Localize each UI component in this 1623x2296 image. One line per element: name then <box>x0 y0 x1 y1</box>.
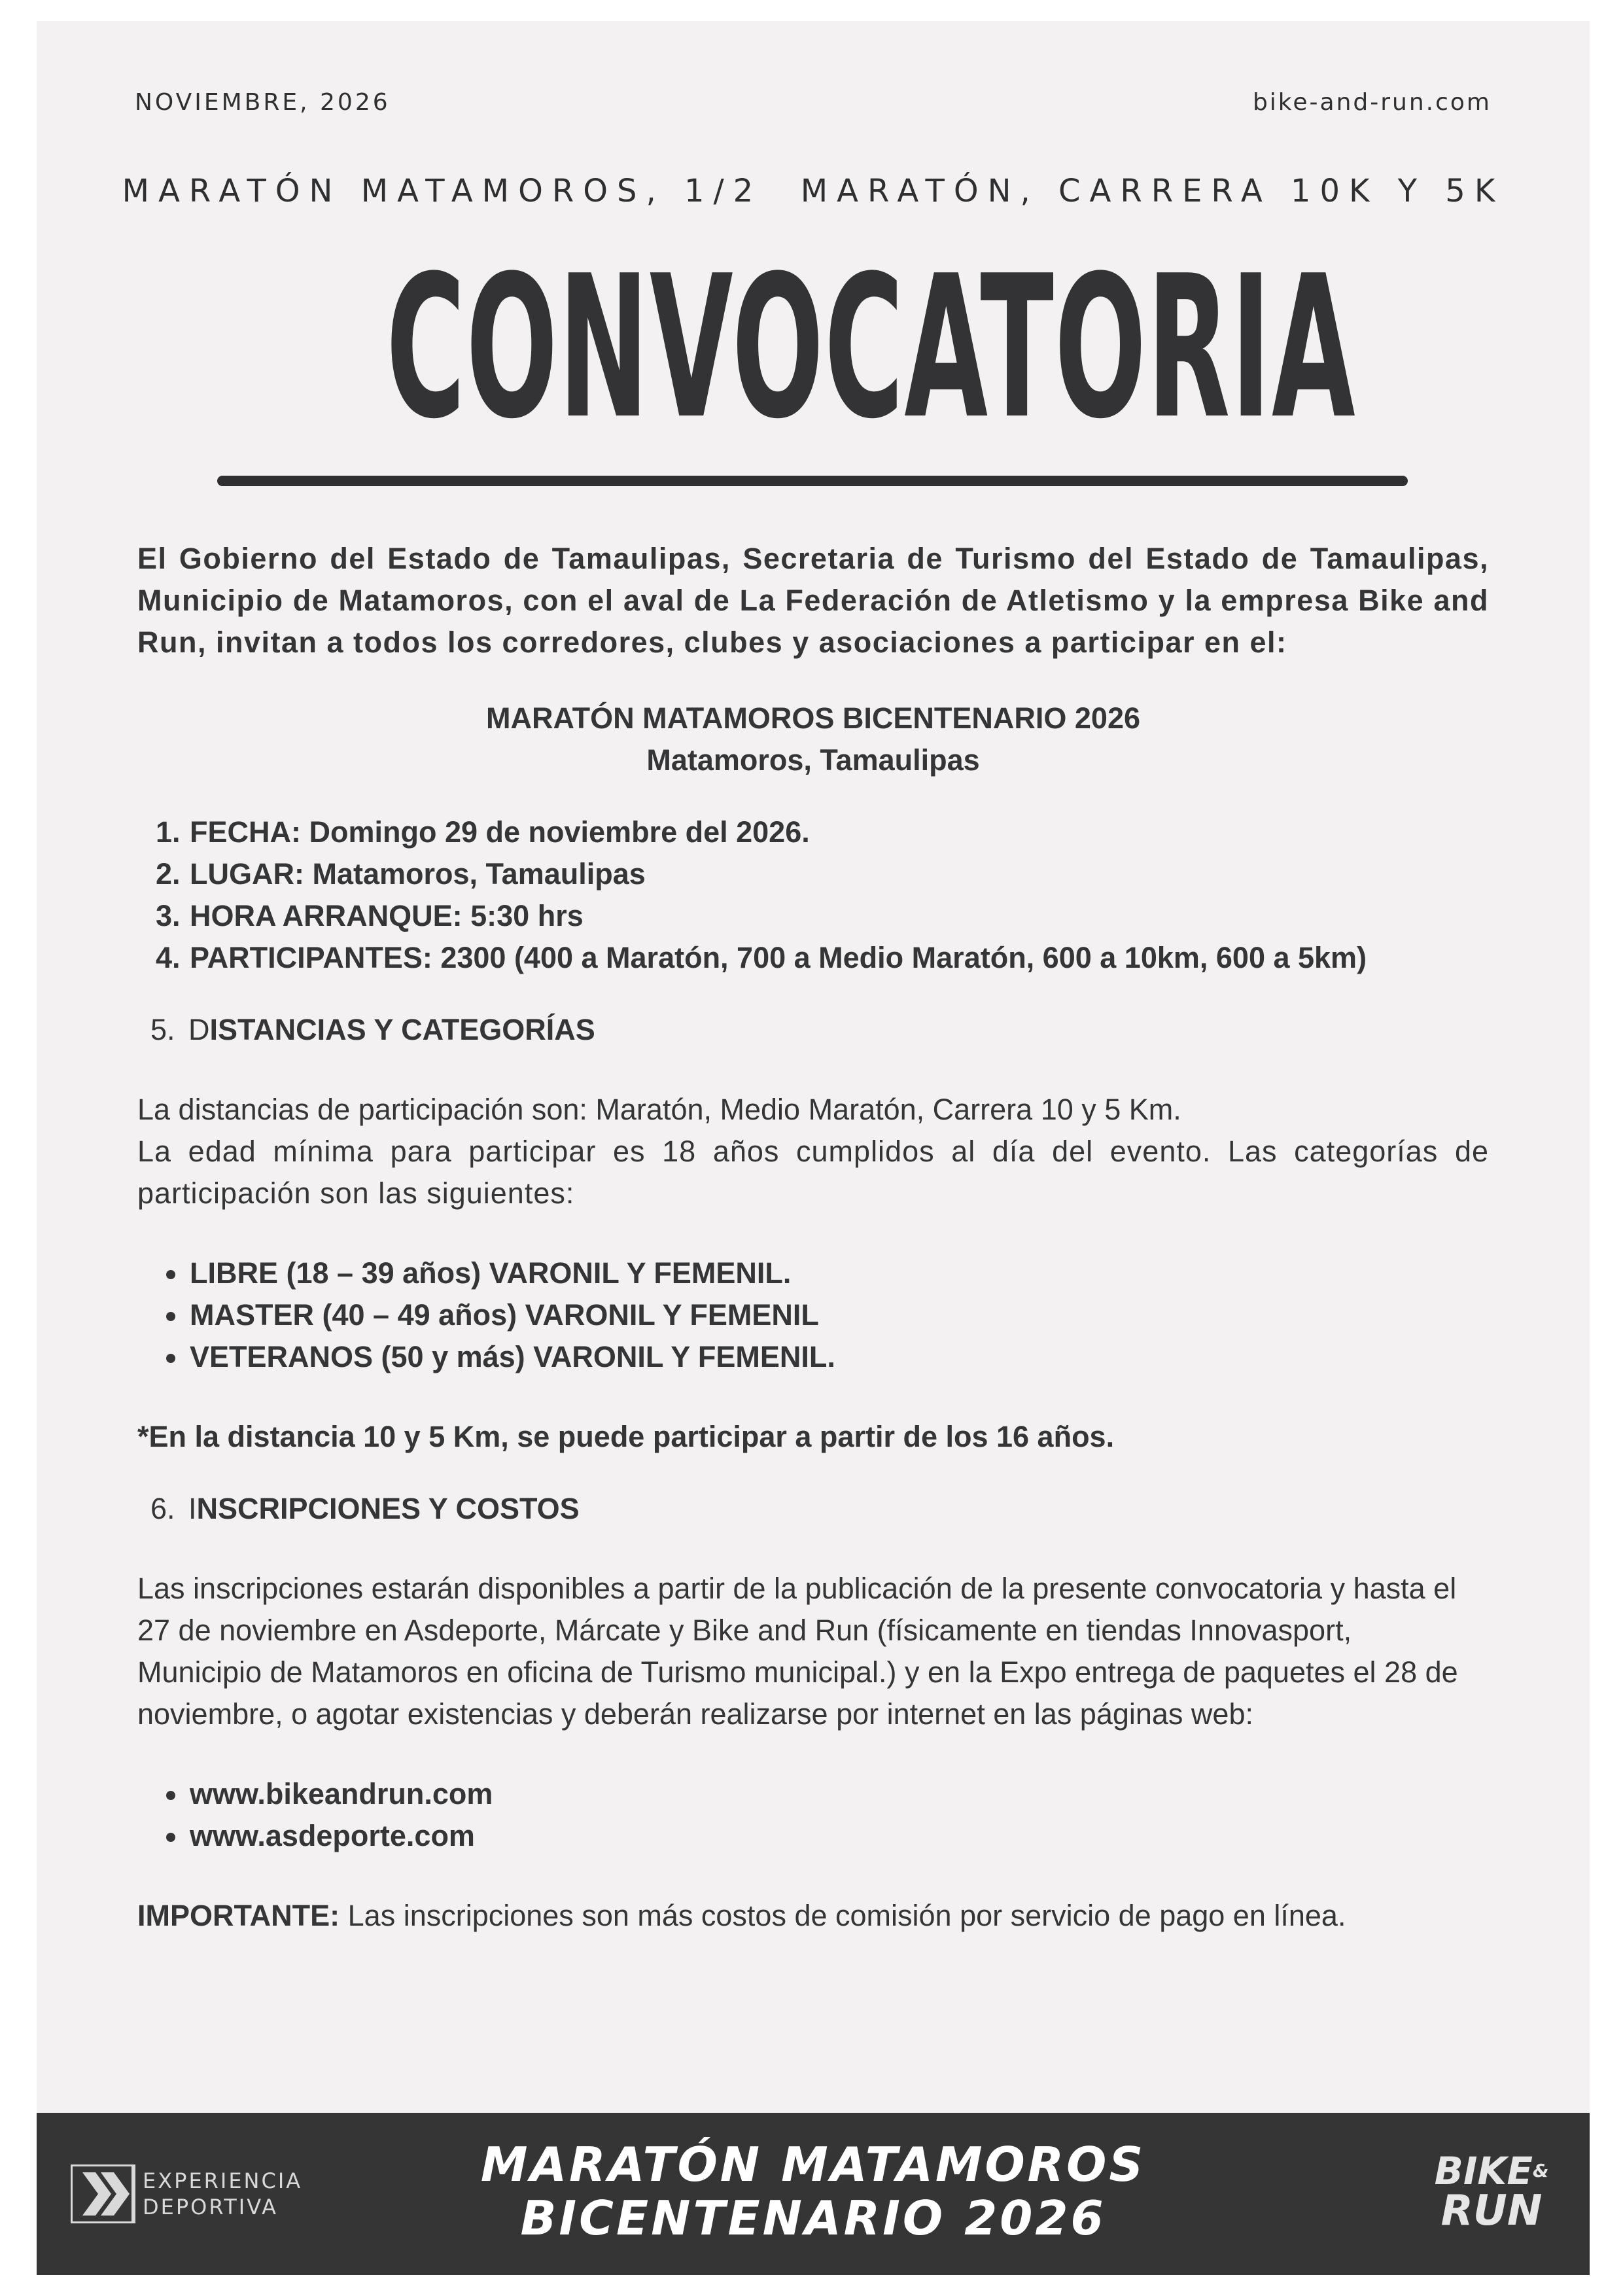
document-title: CONVOCATORIA <box>386 234 1356 462</box>
document-subtitle: MARATÓN MATAMOROS, 1/2 MARATÓN, CARRERA 10K Y 5K <box>122 173 1505 209</box>
section-first-letter: D <box>188 1013 210 1046</box>
bike-logo-amp: & <box>1532 2160 1549 2181</box>
section-first-letter: I <box>188 1492 197 1525</box>
list-item: 1. FECHA: Domingo 29 de noviembre del 2026. <box>188 811 1489 853</box>
title-divider <box>217 476 1408 486</box>
footer-title-line-1: MARATÓN MATAMOROS <box>480 2137 1146 2192</box>
age-note: *En la distancia 10 y 5 Km, se puede participar a partir de los 16 años. <box>137 1420 1115 1453</box>
section-title: ISTANCIAS Y CATEGORÍAS <box>209 1013 595 1046</box>
list-item: 3. HORA ARRANQUE: 5:30 hrs <box>188 895 1489 937</box>
links-list <box>137 1773 1489 1857</box>
age-text: La edad mínima para participar es 18 años cumplidos al día del evento. Las categorías de participación son las siguientes: <box>137 1135 1489 1210</box>
event-details-list <box>137 811 1489 979</box>
registration-text: Las inscripciones estarán disponibles a partir de la publicación de la presente convocatoria y hasta el 27 de noviembre en Asdeporte, Márcate y Bike and Run (físicamente en tiendas Innovasport, Municipio de Matamoros en oficina de Turismo municipal.) y en la Expo entrega de paquetes el 28 de noviembre, o agotar existencias y deberán realizarse por internet en las páginas web: <box>137 1572 1458 1731</box>
event-location: Matamoros, Tamaulipas <box>646 743 980 777</box>
list-item: • MASTER (40 – 49 años) VARONIL Y FEMENIL <box>188 1294 1489 1336</box>
header-url: bike-and-run.com <box>1252 89 1492 116</box>
footer-banner <box>37 2113 1590 2275</box>
registration-link[interactable]: • www.asdeporte.com <box>188 1815 1489 1857</box>
registration-link[interactable]: • www.bikeandrun.com <box>188 1773 1489 1815</box>
exp-line-1: EXPERIENCIA <box>143 2168 303 2193</box>
list-item: 4. PARTICIPANTES: 2300 (400 a Maratón, 700 a Medio Maratón, 600 a 10km, 600 a 5km) <box>188 937 1489 979</box>
section-number: 5. <box>150 1013 175 1046</box>
section-number: 6. <box>150 1492 175 1525</box>
event-name: MARATÓN MATAMOROS BICENTENARIO 2026 <box>485 701 1141 735</box>
document-page <box>37 21 1590 2275</box>
bike-and-run-logo <box>1426 2149 1557 2237</box>
header-date: NOVIEMBRE, 2026 <box>135 89 391 116</box>
section-5-heading <box>137 1009 1489 1051</box>
categories-list <box>137 1252 1489 1378</box>
list-item: • LIBRE (18 – 39 años) VARONIL Y FEMENIL. <box>188 1252 1489 1294</box>
section-title: NSCRIPCIONES Y COSTOS <box>196 1492 580 1525</box>
document-body <box>137 538 1489 1937</box>
list-item: • VETERANOS (50 y más) VARONIL Y FEMENIL. <box>188 1336 1489 1378</box>
important-note <box>137 1895 1489 1937</box>
intro-paragraph: El Gobierno del Estado de Tamaulipas, Secretaria de Turismo del Estado de Tamaulipas, Municipio de Matamoros, con el aval de La Federación de Atletismo y la empresa Bike and Run, invitan a todos los corredores, clubes y asociaciones a participar en el: <box>137 542 1489 659</box>
exp-line-2: DEPORTIVA <box>143 2195 278 2219</box>
list-item: 2. LUGAR: Matamoros, Tamaulipas <box>188 853 1489 895</box>
important-text: Las inscripciones son más costos de comisión por servicio de pago en línea. <box>340 1899 1346 1932</box>
footer-title-line-2: BICENTENARIO 2026 <box>520 2191 1106 2246</box>
event-heading <box>137 698 1489 781</box>
section-6-heading <box>137 1488 1489 1530</box>
bike-logo-word-1: BIKE <box>1434 2149 1533 2193</box>
distances-text: La distancias de participación son: Maratón, Medio Maratón, Carrera 10 y 5 Km. <box>137 1093 1181 1126</box>
bike-logo-word-2: RUN <box>1440 2187 1543 2235</box>
important-label: IMPORTANTE: <box>137 1899 340 1932</box>
footer-title <box>37 2138 1590 2245</box>
